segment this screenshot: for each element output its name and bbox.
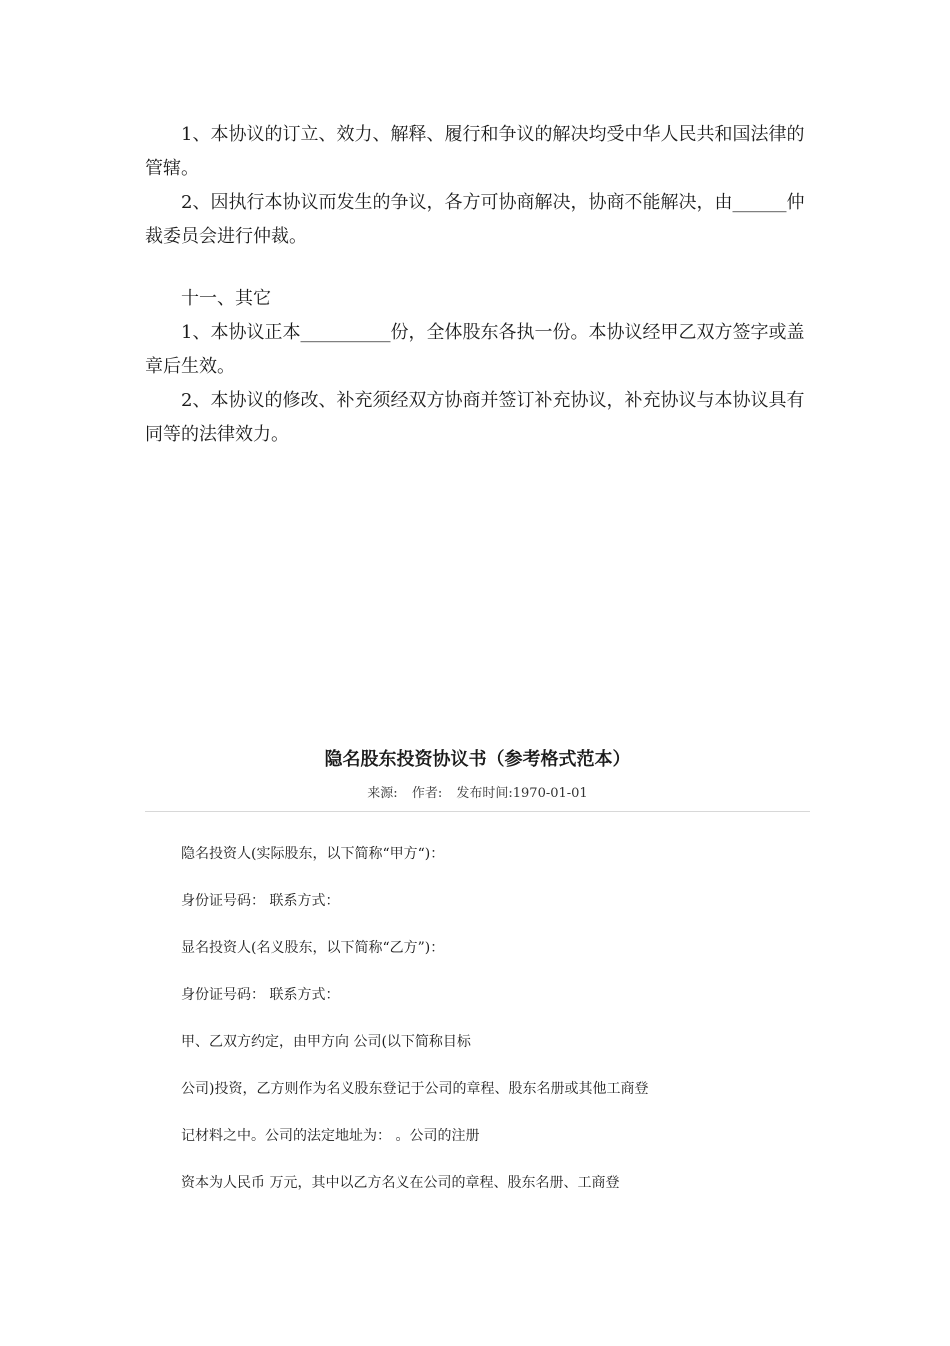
- body-line: 甲、乙双方约定，由甲方向 公司(以下简称目标: [181, 1034, 471, 1050]
- clause-copies-effect: 1、本协议正本__________份，全体股东各执一份。本协议经甲乙双方签字或盖章后生效。: [145, 322, 805, 377]
- body-line: 身份证号码： 联系方式：: [181, 987, 340, 1003]
- clause-dispute-arbitration: 2、因执行本协议而发生的争议，各方可协商解决，协商不能解决，由______仲裁委员会进行仲裁。: [145, 192, 805, 247]
- article-title: 隐名股东投资协议书（参考格式范本）: [324, 749, 631, 770]
- body-line: 身份证号码： 联系方式：: [181, 893, 340, 909]
- divider: [145, 811, 810, 812]
- spacer: [145, 254, 805, 282]
- published-label: [456, 786, 587, 801]
- author-label: 作者:: [411, 786, 443, 801]
- body-line: 公司)投资，乙方则作为名义股东登记于公司的章程、股东名册或其他工商登: [181, 1081, 649, 1097]
- published-date: 1970-01-01: [512, 786, 588, 801]
- section-heading-other: 十一、其它: [181, 288, 271, 309]
- body-line: 显名投资人(名义股东，以下简称“乙方”)：: [181, 940, 445, 956]
- agreement-continuation: [145, 118, 805, 452]
- clause-governing-law: 1、本协议的订立、效力、解释、履行和争议的解决均受中华人民共和国法律的管辖。: [145, 124, 805, 179]
- body-line: 资本为人民币 万元，其中以乙方名义在公司的章程、股东名册、工商登: [181, 1175, 620, 1191]
- article-meta: [145, 783, 810, 805]
- clause-amendment: 2、本协议的修改、补充须经双方协商并签订补充协议，补充协议与本协议具有同等的法律效力。: [145, 390, 805, 445]
- source-label: 来源:: [367, 786, 398, 801]
- article-body: [181, 843, 801, 1219]
- body-line: 记材料之中。公司的法定地址为： 。公司的注册: [181, 1128, 480, 1144]
- published-label-text: 发布时间:: [456, 786, 513, 801]
- body-line: 隐名投资人(实际股东，以下简称“甲方“)：: [181, 846, 445, 862]
